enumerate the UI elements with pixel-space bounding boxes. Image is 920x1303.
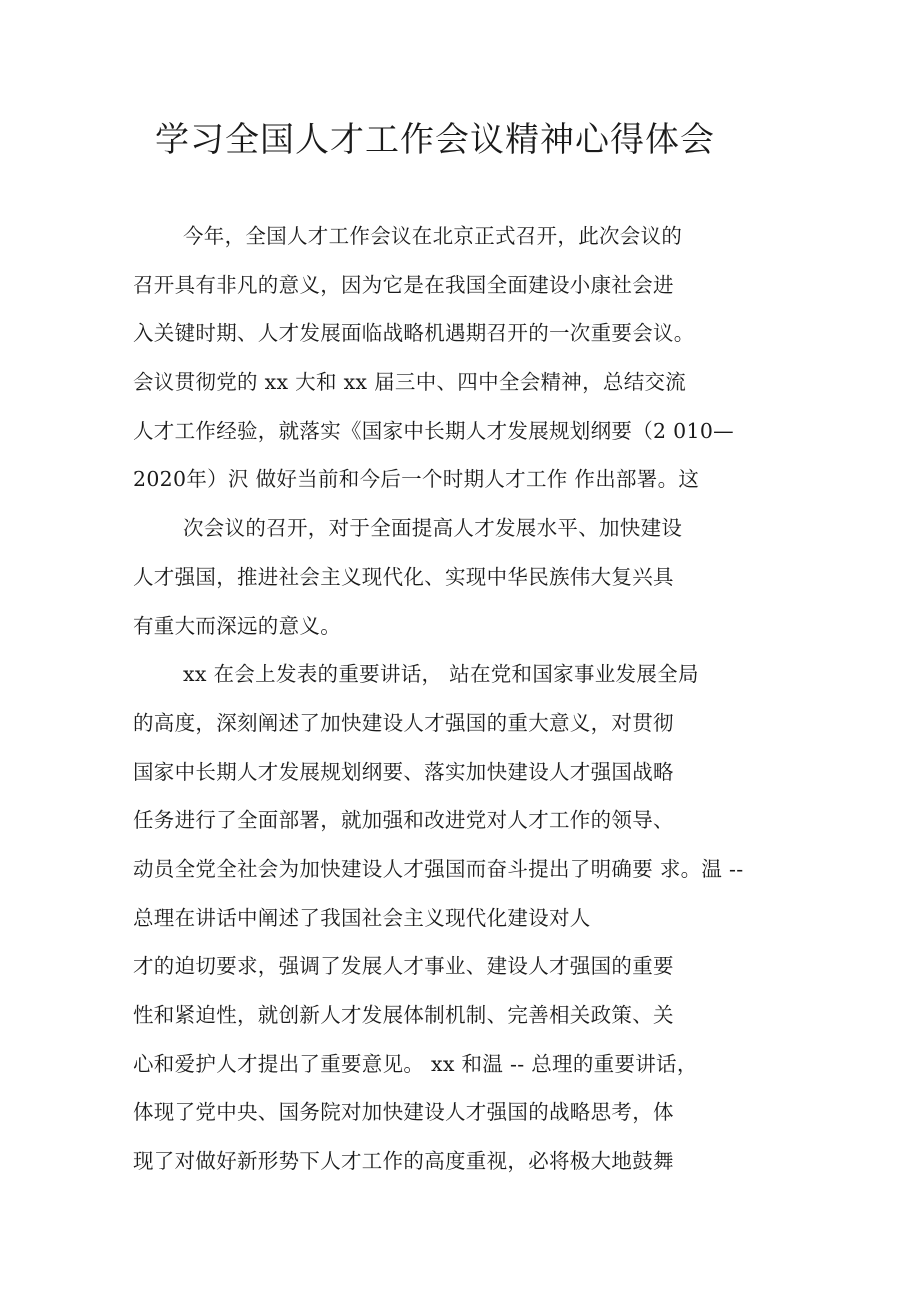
body-line: 次会议的召开，对于全面提高人才发展水平、加快建设 (183, 516, 683, 541)
body-line: 国家中长期人才发展规划纲要、落实加快建设人才强国战略 (133, 759, 674, 784)
body-line: 的高度，深刻阐述了加快建设人才强国的重大意义，对贯彻 (133, 710, 674, 735)
body-line: xx 在会上发表的重要讲话， 站在党和国家事业发展全局 (183, 662, 699, 687)
body-line: 2020年）沢 做好当前和今后一个时期人才工作 作出部署。这 (133, 467, 700, 492)
body-line: 入关键时期、人才发展面临战略机遇期召开的一次重要会议。 (133, 321, 695, 346)
body-line: 总理在讲话中阐述了我国社会主义现代化建设对人 (133, 905, 591, 930)
body-line: 体现了党中央、国务院对加快建设人才强国的战略思考，体 (133, 1100, 674, 1125)
body-line: 任务进行了全面部署，就加强和改进党对人才工作的领导、 (133, 808, 674, 833)
body-line: 会议贯彻党的 xx 大和 xx 届三中、四中全会精神，总结交流 (133, 370, 687, 395)
body-line: 动员全党全社会为加快建设人才强国而奋斗提出了明确要 求。温 -- (133, 856, 744, 881)
body-line: 才的迫切要求，强调了发展人才事业、建设人才强国的重要 (133, 954, 674, 979)
body-line: 有重大而深远的意义。 (133, 613, 341, 638)
body-line: 人才强国，推进社会主义现代化、实现中华民族伟大复兴具 (133, 564, 674, 589)
body-line: 人才工作经验，就落实《国家中长期人才发展规划纲要（2 010— (133, 418, 734, 443)
body-line: 现了对做好新形势下人才工作的高度重视，必将极大地鼓舞 (133, 1149, 674, 1174)
body-line: 心和爱护人才提出了重要意见。 xx 和温 -- 总理的重要讲话， (133, 1051, 698, 1076)
document-title: 学习全国人才工作会议精神心得体会 (155, 120, 715, 160)
body-line: 性和紧迫性，就创新人才发展体制机制、完善相关政策、关 (133, 1003, 674, 1027)
document-body (133, 212, 793, 1186)
body-line: 今年，全国人才工作会议在北京正式召开，此次会议的 (183, 224, 683, 248)
body-line: 召开具有非凡的意义，因为它是在我国全面建设小康社会进 (133, 272, 674, 297)
